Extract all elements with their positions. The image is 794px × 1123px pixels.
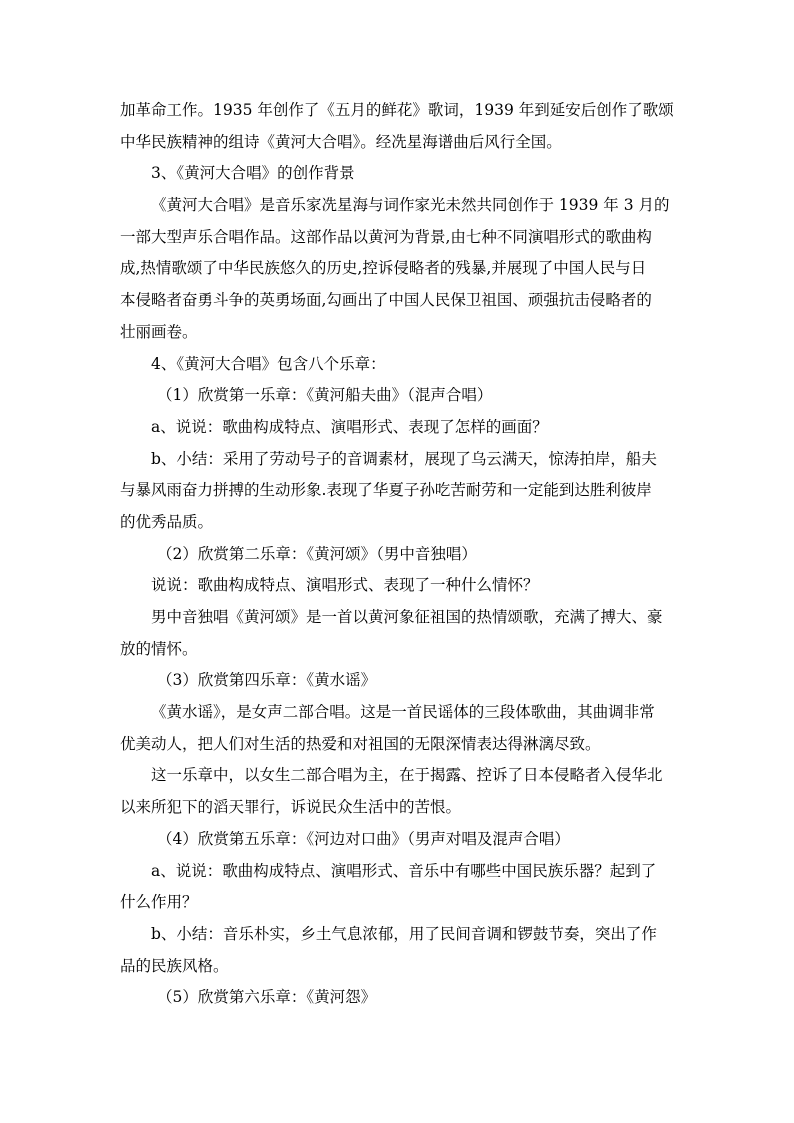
section-heading: 3、《黄河大合唱》的创作背景 xyxy=(151,164,355,183)
paragraph-line: 与暴风雨奋力拼搏的生动形象.表现了华夏子孙吃苦耐劳和一定能到达胜利彼岸 xyxy=(120,481,652,500)
section-heading: 4、《黄河大合唱》包含八个乐章： xyxy=(151,354,386,373)
movement-heading: （5）欣赏第六乐章：《黄河怨》 xyxy=(157,988,377,1007)
paragraph-line: 说说：歌曲构成特点、演唱形式、表现了一种什么情怀？ xyxy=(151,576,539,595)
paragraph-line: 品的民族风格。 xyxy=(120,956,229,975)
paragraph-line: 放的情怀。 xyxy=(120,639,198,658)
movement-heading: （3）欣赏第四乐章：《黄水谣》 xyxy=(157,671,377,690)
paragraph-line: a、说说：歌曲构成特点、演唱形式、音乐中有哪些中国民族乐器？起到了 xyxy=(151,861,657,880)
paragraph-line: 的优秀品质。 xyxy=(120,512,214,531)
paragraph-line: a、说说：歌曲构成特点、演唱形式、表现了怎样的画面？ xyxy=(151,417,548,436)
paragraph-line: 《黄水谣》，是女声二部合唱。这是一首民谣体的三段体歌曲，其曲调非常 xyxy=(151,703,655,722)
movement-heading: （2）欣赏第二乐章：《黄河颂》（男中音独唱） xyxy=(157,544,477,563)
paragraph-line: 男中音独唱《黄河颂》是一首以黄河象征祖国的热情颂歌，充满了搏大、豪 xyxy=(151,608,663,626)
paragraph-line: 加革命工作。1935 年创作了《五月的鲜花》歌词，1939 年到延安后创作了歌颂 xyxy=(120,101,674,119)
movement-heading: （4）欣赏第五乐章：《河边对口曲》（男声对唱及混声合唱） xyxy=(157,829,570,848)
paragraph-line: 中华民族精神的组诗《黄河大合唱》。经冼星海谱曲后风行全国。 xyxy=(120,132,562,151)
paragraph-line: 成,热情歌颂了中华民族悠久的历史,控诉侵略者的残暴,并展现了中国人民与日 xyxy=(120,259,647,278)
paragraph-line: 以来所犯下的滔天罪行，诉说民众生活中的苦恨。 xyxy=(120,798,462,817)
paragraph-line: 本侵略者奋勇斗争的英勇场面,勾画出了中国人民保卫祖国、顽强抗击侵略者的 xyxy=(120,291,652,310)
paragraph-line: 优美动人，把人们对生活的热爱和对祖国的无限深情表达得淋漓尽致。 xyxy=(120,734,601,753)
paragraph-line: 什么作用？ xyxy=(120,893,198,912)
paragraph-line: b、小结：音乐朴实，乡土气息浓郁，用了民间音调和锣鼓节奏，突出了作 xyxy=(151,924,657,943)
paragraph-line: b、小结：采用了劳动号子的音调素材，展现了乌云满天，惊涛拍岸，船夫 xyxy=(151,449,657,468)
paragraph-line: 一部大型声乐合唱作品。这部作品以黄河为背景,由七种不同演唱形式的歌曲构 xyxy=(120,227,652,246)
paragraph-line: 这一乐章中，以女生二部合唱为主，在于揭露、控诉了日本侵略者入侵华北 xyxy=(151,766,663,785)
paragraph-line: 《黄河大合唱》是音乐家冼星海与词作家光未然共同创作于 1939 年 3 月的 xyxy=(151,196,670,215)
movement-heading: （1）欣赏第一乐章：《黄河船夫曲》（混声合唱） xyxy=(157,386,493,405)
document-page xyxy=(120,95,676,1014)
paragraph-line: 壮丽画卷。 xyxy=(120,322,198,341)
